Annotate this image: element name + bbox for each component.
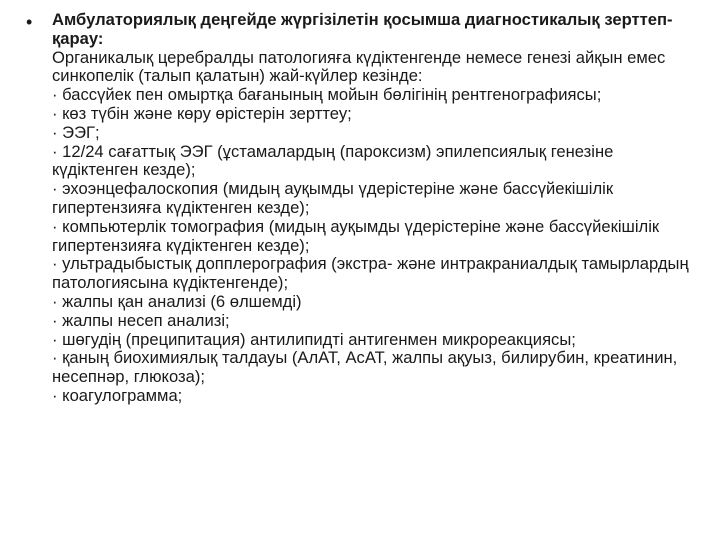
list-item: · көз түбін және көру өрістерін зерттеу; xyxy=(52,103,352,123)
list-item: · жалпы несеп анализі; xyxy=(52,310,230,330)
list-item: · компьютерлік томография (мидың ауқымды үдерістеріне және бассүйекішілік гипертензияға күдіктенген кезде); xyxy=(52,216,660,255)
bullet-marker: • xyxy=(26,12,33,32)
list-item: · ультрадыбыстық допплерография (экстра- және интракраниалдық тамырлардың патологиясына күдіктенгенде); xyxy=(52,254,689,293)
list-item: · қаның биохимиялық талдауы (АлАТ, АсАТ, жалпы ақуыз, билирубин, креатинин, несепнәр, глюкоза); xyxy=(52,348,678,387)
text-line: Органикалық церебралды патологияға күдіктенгенде немесе генезі айқын емес синкопелік (талып қалатын) жай-күйлер кезінде: xyxy=(52,47,666,86)
list-item: · шөгудің (преципитация) антилипидті антигенмен микрореакциясы; xyxy=(52,329,576,349)
list-item: · жалпы қан анализі (6 өлшемді) xyxy=(52,291,302,311)
list-item: · эхоэнцефалоскопия (мидың ауқымды үдерістеріне және бассүйекішілік гипертензияға күдіктенген кезде); xyxy=(52,179,614,217)
list-item: · коагулограмма; xyxy=(52,385,183,405)
list-item: · бассүйек пен омыртқа бағанының мойын бөлігінің рентгенографиясы; xyxy=(52,85,602,105)
list-item: · ЭЭГ; xyxy=(52,122,100,142)
slide-content xyxy=(52,11,704,406)
list-item: · 12/24 сағаттық ЭЭГ (ұстамалардың (пароксизм) эпилепсиялық генезіне күдіктенген кезде); xyxy=(52,141,614,180)
slide-heading: Амбулаториялық деңгейде жүргізілетін қосымша диагностикалық зерттеп-қарау: xyxy=(52,10,673,48)
